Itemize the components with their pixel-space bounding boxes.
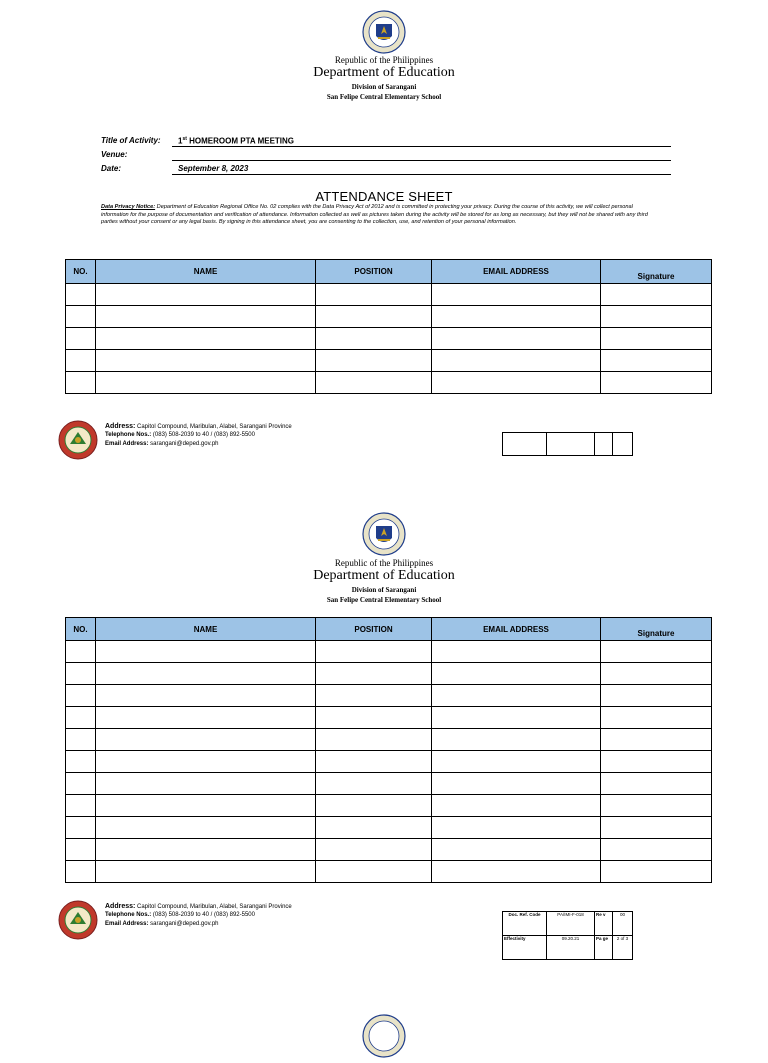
address-label: Address: <box>105 423 136 430</box>
cell-email[interactable] <box>432 641 601 663</box>
address-text: Capitol Compound, Maribulan, Alabel, Sarangani Province <box>137 904 292 910</box>
attendance-table-2 <box>65 617 712 883</box>
doc-ref-box-2 <box>502 911 633 960</box>
cell-name[interactable] <box>96 350 316 372</box>
cell-position[interactable] <box>316 663 432 685</box>
cell-position[interactable] <box>316 729 432 751</box>
department-text: Department of Education <box>313 65 455 80</box>
cell-signature[interactable] <box>601 795 712 817</box>
col-header-email: EMAIL ADDRESS <box>432 618 601 641</box>
cell-no[interactable] <box>66 773 96 795</box>
cell-position[interactable] <box>316 641 432 663</box>
email-label: Email Address: <box>105 920 149 927</box>
table-row <box>66 685 712 707</box>
school-text-2: San Felipe Central Elementary School <box>326 596 442 604</box>
cell-position[interactable] <box>316 773 432 795</box>
date-value: September 8, 2023 <box>178 164 249 173</box>
cell-no[interactable] <box>66 685 96 707</box>
email-text: sarangani@deped.gov.ph <box>150 920 219 927</box>
col-header-signature: Signature <box>601 618 712 641</box>
cell-position[interactable] <box>316 372 432 394</box>
footer-contact <box>105 423 292 448</box>
table-row <box>66 306 712 328</box>
cell-email[interactable] <box>432 306 601 328</box>
cell-email[interactable] <box>432 663 601 685</box>
cell-signature[interactable] <box>601 328 712 350</box>
cell-no[interactable] <box>66 817 96 839</box>
cell-name[interactable] <box>96 663 316 685</box>
cell-position[interactable] <box>316 839 432 861</box>
table-row <box>66 729 712 751</box>
cell-no[interactable] <box>66 328 96 350</box>
col-header-no: NO. <box>66 618 96 641</box>
cell-signature[interactable] <box>601 839 712 861</box>
title-of-activity-label: Title of Activity: <box>101 136 161 145</box>
cell-position[interactable] <box>316 685 432 707</box>
cell-signature[interactable] <box>601 861 712 883</box>
attendance-table-1 <box>65 259 712 394</box>
cell-signature[interactable] <box>601 773 712 795</box>
email-label: Email Address: <box>105 440 149 447</box>
attendance-sheet-title: ATTENDANCE SHEET <box>315 189 453 204</box>
division-logo <box>58 420 98 460</box>
cell-position[interactable] <box>316 350 432 372</box>
table-row <box>66 641 712 663</box>
division-text-2: Division of Sarangani <box>351 586 417 594</box>
cell-signature[interactable] <box>601 372 712 394</box>
table-row <box>66 839 712 861</box>
table-row <box>66 707 712 729</box>
cell-no[interactable] <box>66 729 96 751</box>
table-row <box>66 372 712 394</box>
cell-position[interactable] <box>316 795 432 817</box>
telephone-text: (083) 508-2039 to 40 / (083) 892-5500 <box>152 912 255 919</box>
cell-no[interactable] <box>66 663 96 685</box>
cell-email[interactable] <box>432 328 601 350</box>
col-header-position: POSITION <box>316 618 432 641</box>
deped-seal <box>362 10 406 54</box>
cell-name[interactable] <box>96 372 316 394</box>
table-row <box>66 350 712 372</box>
telephone-label: Telephone Nos.: <box>105 432 152 439</box>
page-label: Pa ge <box>595 936 613 960</box>
footer-contact-2 <box>105 903 292 928</box>
cell-name[interactable] <box>96 707 316 729</box>
cell-email[interactable] <box>432 685 601 707</box>
cell-email[interactable] <box>432 372 601 394</box>
cell-email[interactable] <box>432 751 601 773</box>
privacy-notice-text: Department of Education Regional Office No. 02 complies with the Data Privacy Act of 2012 and is committed in protecting your privacy. During the course of this activity, we will collect personal information for the purpose of documentation and verification of attendance. Information collected as well as pictures taken during the activity will be stored for as long as necessary, but they will not be shared with any third parties without your consent or any legal basis. By signing in this attendance sheet, you are consenting to the collection, use, and retention of your personal information. <box>101 204 648 226</box>
rev-value: 00 <box>613 912 633 936</box>
republic-text: Republic of the Philippines <box>334 55 434 65</box>
cell-name[interactable] <box>96 773 316 795</box>
venue-underline <box>172 160 671 161</box>
table-row <box>66 795 712 817</box>
table-row <box>66 861 712 883</box>
cell-email[interactable] <box>432 795 601 817</box>
cell-email[interactable] <box>432 729 601 751</box>
cell-position[interactable] <box>316 707 432 729</box>
page-value: 2 of 3 <box>613 936 633 960</box>
col-header-position: POSITION <box>316 260 432 284</box>
cell-name[interactable] <box>96 729 316 751</box>
table-row <box>66 751 712 773</box>
cell-position[interactable] <box>316 751 432 773</box>
cell-position[interactable] <box>316 861 432 883</box>
address-text: Capitol Compound, Maribulan, Alabel, Sarangani Province <box>137 424 292 430</box>
cell-name[interactable] <box>96 685 316 707</box>
cell-signature[interactable] <box>601 306 712 328</box>
cell-signature[interactable] <box>601 729 712 751</box>
telephone-label: Telephone Nos.: <box>105 912 152 919</box>
division-logo-2 <box>58 900 98 940</box>
doc-ref-code-value: PA/IMI-F-018 <box>547 912 595 936</box>
rev-label: Re v <box>595 912 613 936</box>
school-text: San Felipe Central Elementary School <box>326 93 442 101</box>
cell-no[interactable] <box>66 306 96 328</box>
deped-seal-3 <box>362 1014 406 1058</box>
address-label: Address: <box>105 903 136 910</box>
cell-no[interactable] <box>66 839 96 861</box>
table-row <box>66 663 712 685</box>
privacy-notice-label: Data Privacy Notice: <box>101 204 156 210</box>
cell-position[interactable] <box>316 817 432 839</box>
telephone-text: (083) 508-2039 to 40 / (083) 892-5500 <box>152 432 255 439</box>
republic-text-2: Republic of the Philippines <box>334 558 434 568</box>
deped-seal-2 <box>362 512 406 556</box>
ordinal-suffix: st <box>182 136 187 142</box>
cell-name[interactable] <box>96 641 316 663</box>
cell-no[interactable] <box>66 350 96 372</box>
privacy-notice <box>101 204 661 227</box>
date-underline <box>172 174 671 175</box>
cell-position[interactable] <box>316 328 432 350</box>
title-underline <box>172 146 671 147</box>
cell-no[interactable] <box>66 751 96 773</box>
cell-signature[interactable] <box>601 284 712 306</box>
cell-email[interactable] <box>432 284 601 306</box>
col-header-name: NAME <box>96 260 316 284</box>
table-row <box>66 328 712 350</box>
cell-no[interactable] <box>66 707 96 729</box>
cell-no[interactable] <box>66 641 96 663</box>
cell-signature[interactable] <box>601 707 712 729</box>
ordinal-number: 1 <box>178 136 183 146</box>
cell-name[interactable] <box>96 817 316 839</box>
cell-email[interactable] <box>432 817 601 839</box>
date-label: Date: <box>101 164 122 173</box>
cell-name[interactable] <box>96 861 316 883</box>
effectivity-value: 09.20.21 <box>547 936 595 960</box>
cell-name[interactable] <box>96 328 316 350</box>
col-header-no: NO. <box>66 260 96 284</box>
cell-name[interactable] <box>96 306 316 328</box>
cell-email[interactable] <box>432 839 601 861</box>
cell-no[interactable] <box>66 795 96 817</box>
table-row <box>66 284 712 306</box>
activity-name: HOMEROOM PTA MEETING <box>186 136 295 146</box>
cell-signature[interactable] <box>601 350 712 372</box>
title-of-activity-value <box>178 136 294 146</box>
cell-no[interactable] <box>66 284 96 306</box>
effectivity-label: Effectivity <box>503 936 547 960</box>
cell-name[interactable] <box>96 795 316 817</box>
email-text: sarangani@deped.gov.ph <box>150 440 219 447</box>
cell-email[interactable] <box>432 707 601 729</box>
cell-signature[interactable] <box>601 663 712 685</box>
department-text-2: Department of Education <box>313 568 455 583</box>
col-header-signature: Signature <box>601 260 712 284</box>
cell-signature[interactable] <box>601 641 712 663</box>
col-header-email: EMAIL ADDRESS <box>432 260 601 284</box>
cell-name[interactable] <box>96 751 316 773</box>
cell-position[interactable] <box>316 284 432 306</box>
division-text: Division of Sarangani <box>351 83 417 91</box>
cell-position[interactable] <box>316 306 432 328</box>
cell-email[interactable] <box>432 861 601 883</box>
cell-signature[interactable] <box>601 685 712 707</box>
cell-no[interactable] <box>66 372 96 394</box>
cell-no[interactable] <box>66 861 96 883</box>
venue-label: Venue: <box>101 150 128 159</box>
doc-ref-box-1 <box>502 432 633 456</box>
table-row <box>66 773 712 795</box>
cell-name[interactable] <box>96 284 316 306</box>
cell-email[interactable] <box>432 773 601 795</box>
cell-name[interactable] <box>96 839 316 861</box>
cell-email[interactable] <box>432 350 601 372</box>
cell-signature[interactable] <box>601 817 712 839</box>
doc-ref-code-label: Doc. Ref. Code <box>503 912 547 936</box>
cell-signature[interactable] <box>601 751 712 773</box>
table-row <box>66 817 712 839</box>
col-header-name: NAME <box>96 618 316 641</box>
